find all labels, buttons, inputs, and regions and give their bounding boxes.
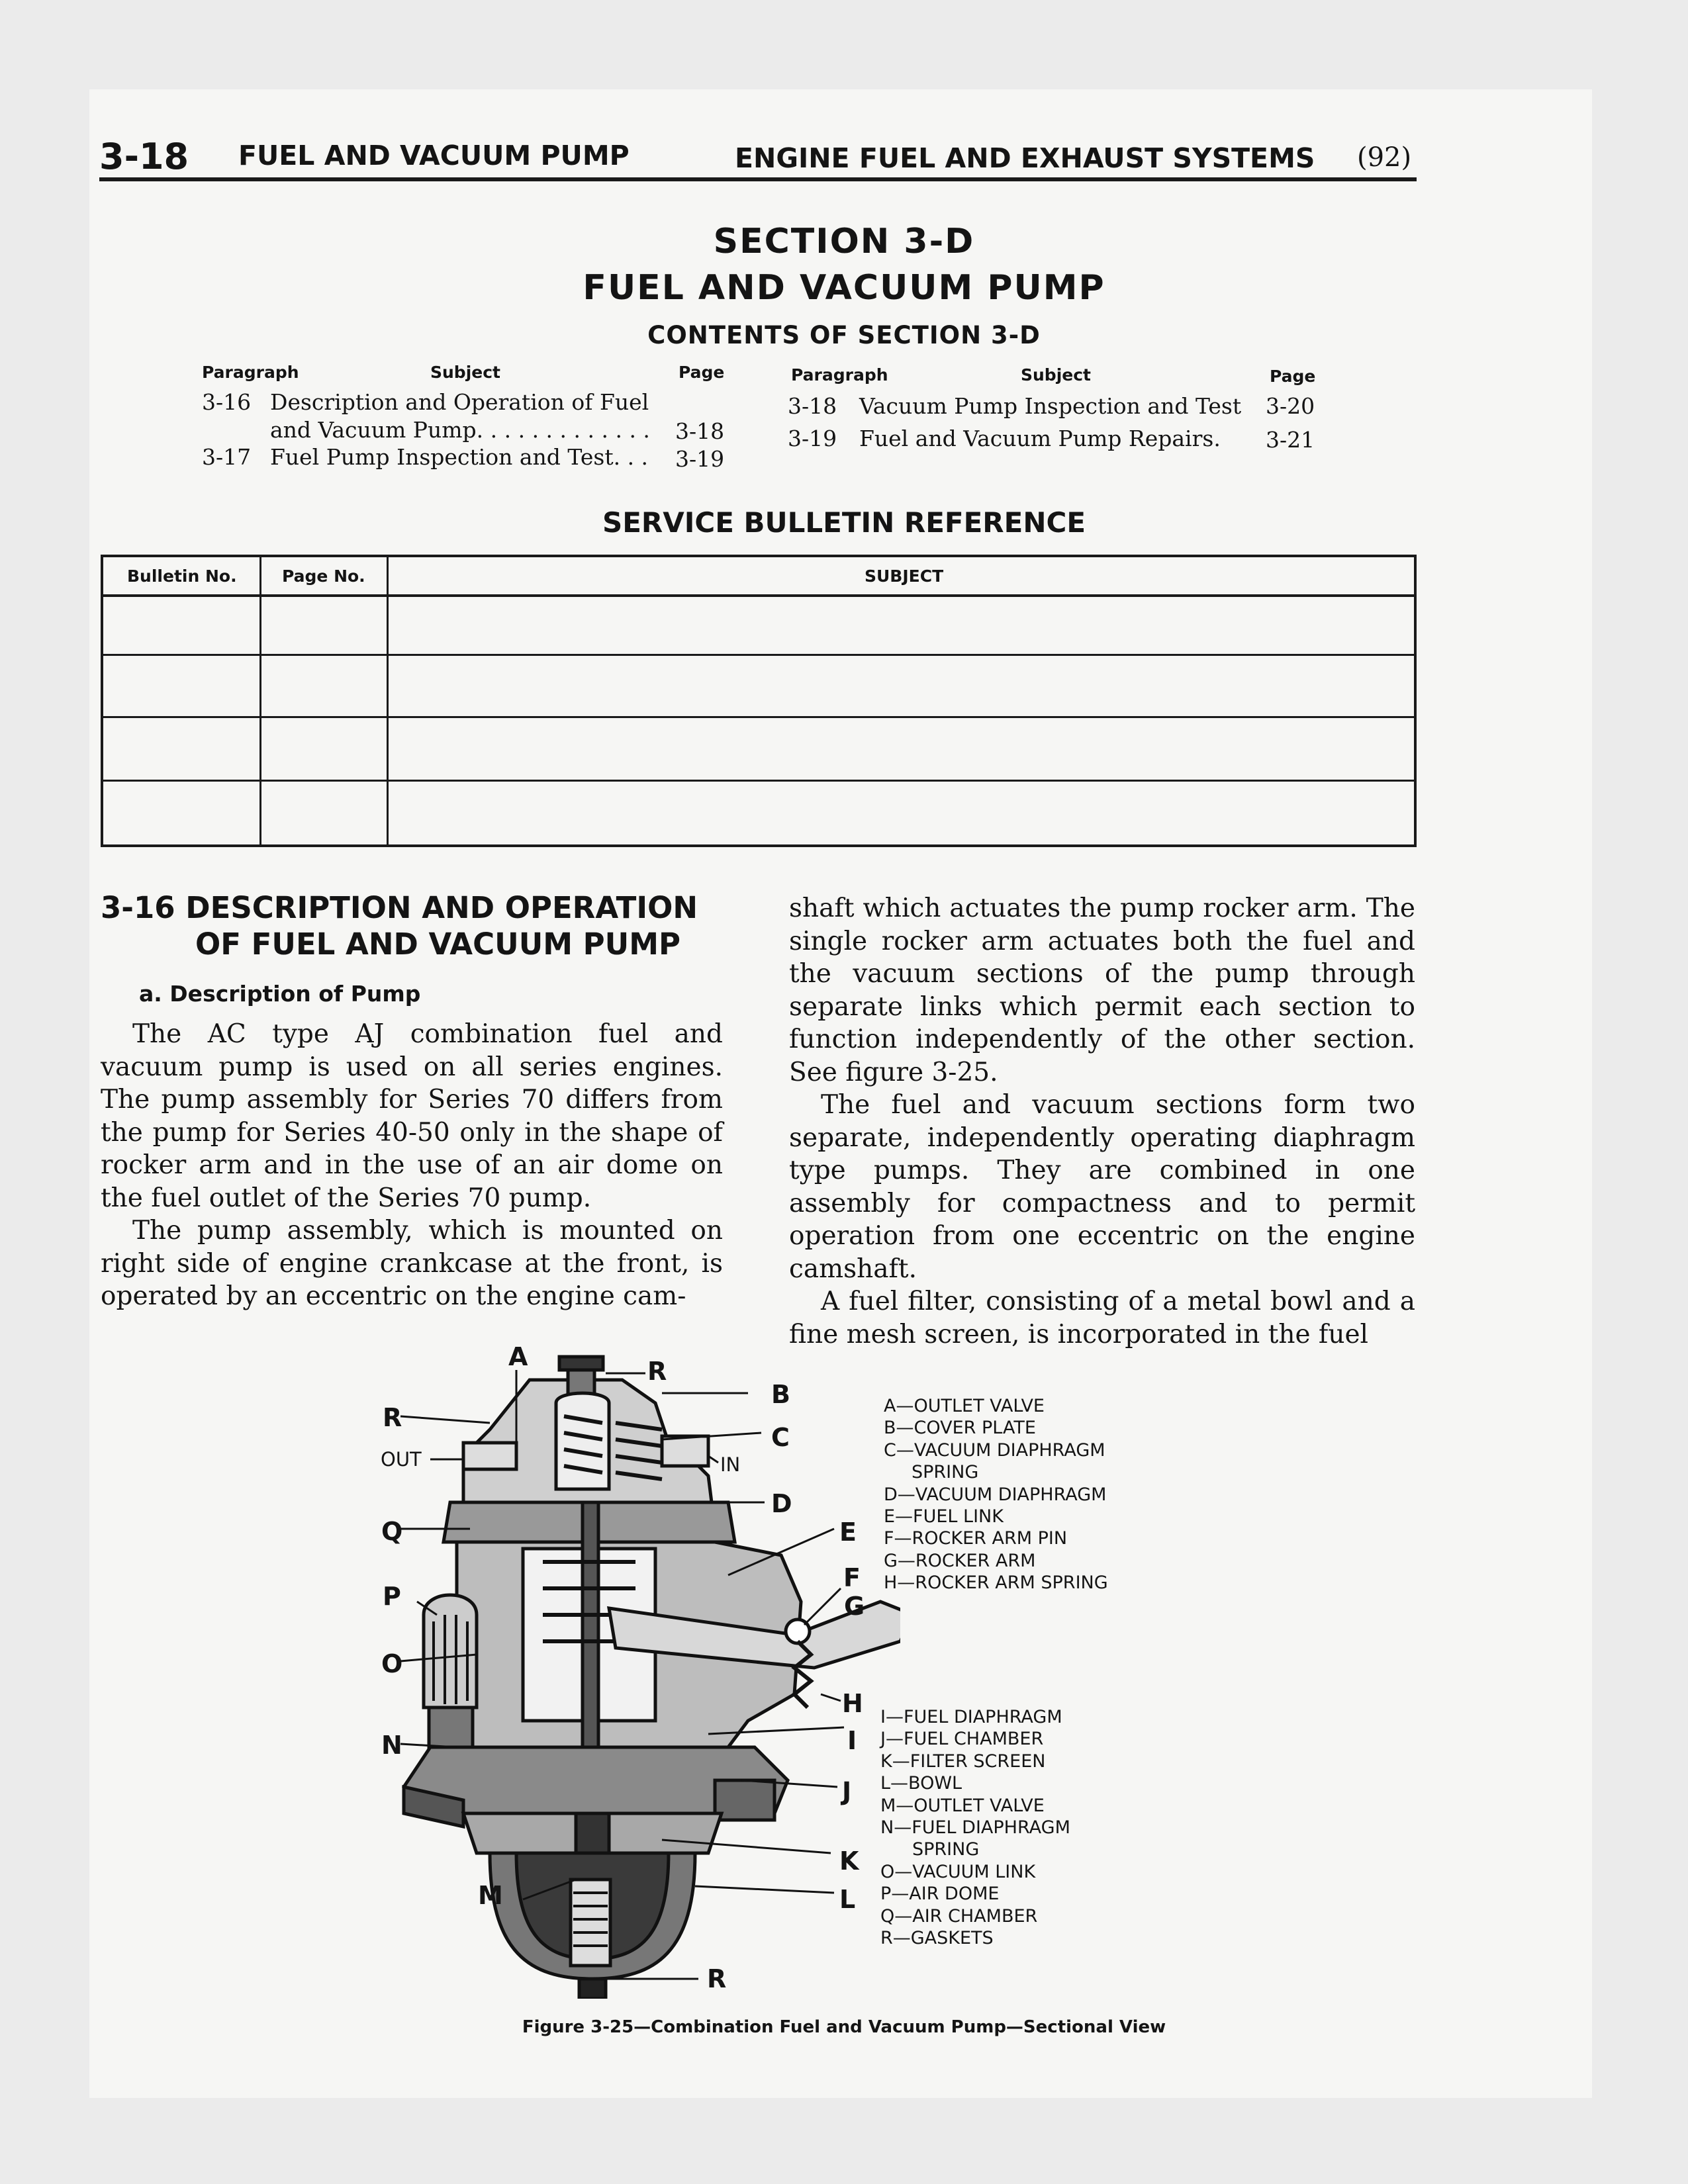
contents-entry-page: 3-18	[675, 418, 725, 444]
contents-entry-subject: and Vacuum Pump. . . . . . . . . . . . .	[270, 417, 650, 443]
callout-in: IN	[720, 1453, 741, 1476]
contents-col-subject: Subject	[430, 363, 500, 382]
contents-entry-subject: Fuel Pump Inspection and Test. . .	[270, 444, 649, 470]
contents-title: CONTENTS OF SECTION 3-D	[647, 321, 1041, 349]
section-heading: 3-16 DESCRIPTION AND OPERATION	[101, 890, 698, 925]
header-rule	[99, 177, 1417, 181]
legend-item: E—FUEL LINK	[884, 1506, 1004, 1527]
contents-entry-subject: Fuel and Vacuum Pump Repairs.	[859, 426, 1221, 451]
body-paragraph: The fuel and vacuum sections form two separate, independently operating diaphragm type pumps. They are combined in one assembly for compactness and to permit operation from one eccentric on the engine camshaft.	[789, 1090, 1415, 1284]
contents-entry-paragraph: 3-17	[202, 444, 252, 470]
body-paragraph: shaft which actuates the pump rocker arm. The single rocker arm actuates both the fuel and the vacuum sections of the pump through separate links which permit each section to function independently of the other section. See figure 3-25.	[789, 893, 1415, 1087]
legend-item: M—OUTLET VALVE	[880, 1795, 1045, 1816]
callout-l: L	[839, 1885, 856, 1914]
section-heading: OF FUEL AND VACUUM PUMP	[195, 927, 680, 962]
legend-item: SPRING	[912, 1462, 979, 1483]
header-page-number: 3-18	[99, 136, 189, 177]
contents-entry-subject: Vacuum Pump Inspection and Test	[859, 393, 1242, 419]
callout-f: F	[843, 1563, 861, 1592]
header-left-title: FUEL AND VACUUM PUMP	[238, 140, 630, 171]
bulletin-row-divider	[103, 780, 1414, 782]
header-page-ref: (92)	[1357, 142, 1412, 173]
figure-legend-bottom	[880, 1706, 1070, 1949]
callout-d: D	[771, 1489, 792, 1518]
legend-item: C—VACUUM DIAPHRAGM	[884, 1439, 1105, 1461]
body-paragraph: A fuel filter, consisting of a metal bowl and a fine mesh screen, is incorporated in the fuel	[789, 1287, 1415, 1349]
callout-out: OUT	[381, 1448, 422, 1471]
subheading: a. Description of Pump	[139, 981, 421, 1007]
contents-col-subject: Subject	[1021, 365, 1091, 385]
bulletin-row-divider	[103, 654, 1414, 656]
callout-j: J	[842, 1777, 852, 1806]
contents-entry-subject: Description and Operation of Fuel	[270, 389, 649, 415]
bulletin-col-page-no: Page No.	[282, 567, 365, 586]
callout-k: K	[839, 1846, 859, 1876]
header-center-title: ENGINE FUEL AND EXHAUST SYSTEMS	[735, 142, 1315, 174]
callout-r: R	[383, 1403, 402, 1432]
contents-col-paragraph: Paragraph	[791, 365, 888, 385]
legend-item: K—FILTER SCREEN	[880, 1751, 1046, 1772]
callout-o: O	[381, 1649, 403, 1678]
right-column-text	[789, 892, 1415, 1351]
contents-entry-page: 3-19	[675, 446, 725, 472]
legend-item: I—FUEL DIAPHRAGM	[880, 1707, 1062, 1727]
callout-n: N	[381, 1731, 402, 1760]
legend-item: P—AIR DOME	[880, 1884, 1000, 1905]
legend-item: O—VACUUM LINK	[880, 1861, 1036, 1882]
callout-q: Q	[381, 1517, 403, 1546]
figure-caption: Figure 3-25—Combination Fuel and Vacuum Pump—Sectional View	[522, 2017, 1166, 2037]
legend-item: D—VACUUM DIAPHRAGM	[884, 1484, 1107, 1505]
figure-legend-top	[884, 1395, 1108, 1594]
callout-i: I	[847, 1726, 857, 1755]
contents-entry-paragraph: 3-16	[202, 389, 252, 415]
bulletin-title: SERVICE BULLETIN REFERENCE	[602, 506, 1086, 539]
section-subtitle: FUEL AND VACUUM PUMP	[583, 268, 1105, 308]
bulletin-table	[101, 555, 1417, 847]
callout-h: H	[842, 1689, 863, 1718]
contents-col-page: Page	[679, 363, 725, 382]
contents-col-paragraph: Paragraph	[202, 363, 299, 382]
legend-item: L—BOWL	[880, 1773, 962, 1794]
section-title: SECTION 3-D	[713, 222, 975, 261]
bulletin-col-divider	[387, 557, 389, 844]
legend-item: N—FUEL DIAPHRAGM	[880, 1817, 1070, 1839]
contents-col-page: Page	[1270, 367, 1316, 386]
legend-item: R—GASKETS	[880, 1928, 994, 1949]
body-paragraph: The AC type AJ combination fuel and vacuum pump is used on all series engines. The pump assembly for Series 70 differs from the pump for Series 40-50 only in the shape of rocker arm and in the use of an air dome on the fuel outlet of the Series 70 pump.	[101, 1019, 723, 1213]
legend-item: Q—AIR CHAMBER	[880, 1905, 1038, 1927]
legend-item: J—FUEL CHAMBER	[880, 1729, 1044, 1750]
callout-r: R	[647, 1357, 667, 1386]
legend-item: SPRING	[912, 1839, 980, 1860]
contents-entry-page: 3-21	[1266, 427, 1315, 453]
legend-item: H—ROCKER ARM SPRING	[884, 1572, 1108, 1594]
bulletin-col-subject: SUBJECT	[865, 567, 944, 586]
callout-r: R	[707, 1964, 727, 1993]
contents-entry-page: 3-20	[1266, 393, 1315, 419]
callout-m: M	[478, 1881, 503, 1910]
callout-c: C	[771, 1423, 790, 1452]
left-column-text	[101, 1018, 723, 1313]
body-paragraph: The pump assembly, which is mounted on right side of engine crankcase at the front, is operated by an eccentric on the engine cam-	[101, 1216, 723, 1311]
callout-e: E	[839, 1518, 857, 1547]
bulletin-row-divider	[103, 716, 1414, 718]
callout-p: P	[383, 1582, 401, 1611]
legend-item: B—COVER PLATE	[884, 1418, 1036, 1439]
pump-sectional-diagram	[371, 1337, 900, 1999]
bulletin-col-divider	[259, 557, 261, 844]
callout-b: B	[771, 1380, 790, 1409]
contents-entry-paragraph: 3-19	[788, 426, 837, 451]
contents-entry-paragraph: 3-18	[788, 393, 837, 419]
bulletin-col-bulletin-no: Bulletin No.	[127, 567, 237, 586]
legend-item: G—ROCKER ARM	[884, 1550, 1036, 1571]
callout-a: A	[508, 1342, 528, 1371]
callout-g: G	[844, 1592, 865, 1621]
legend-item: A—OUTLET VALVE	[884, 1396, 1045, 1416]
legend-item: F—ROCKER ARM PIN	[884, 1528, 1068, 1549]
